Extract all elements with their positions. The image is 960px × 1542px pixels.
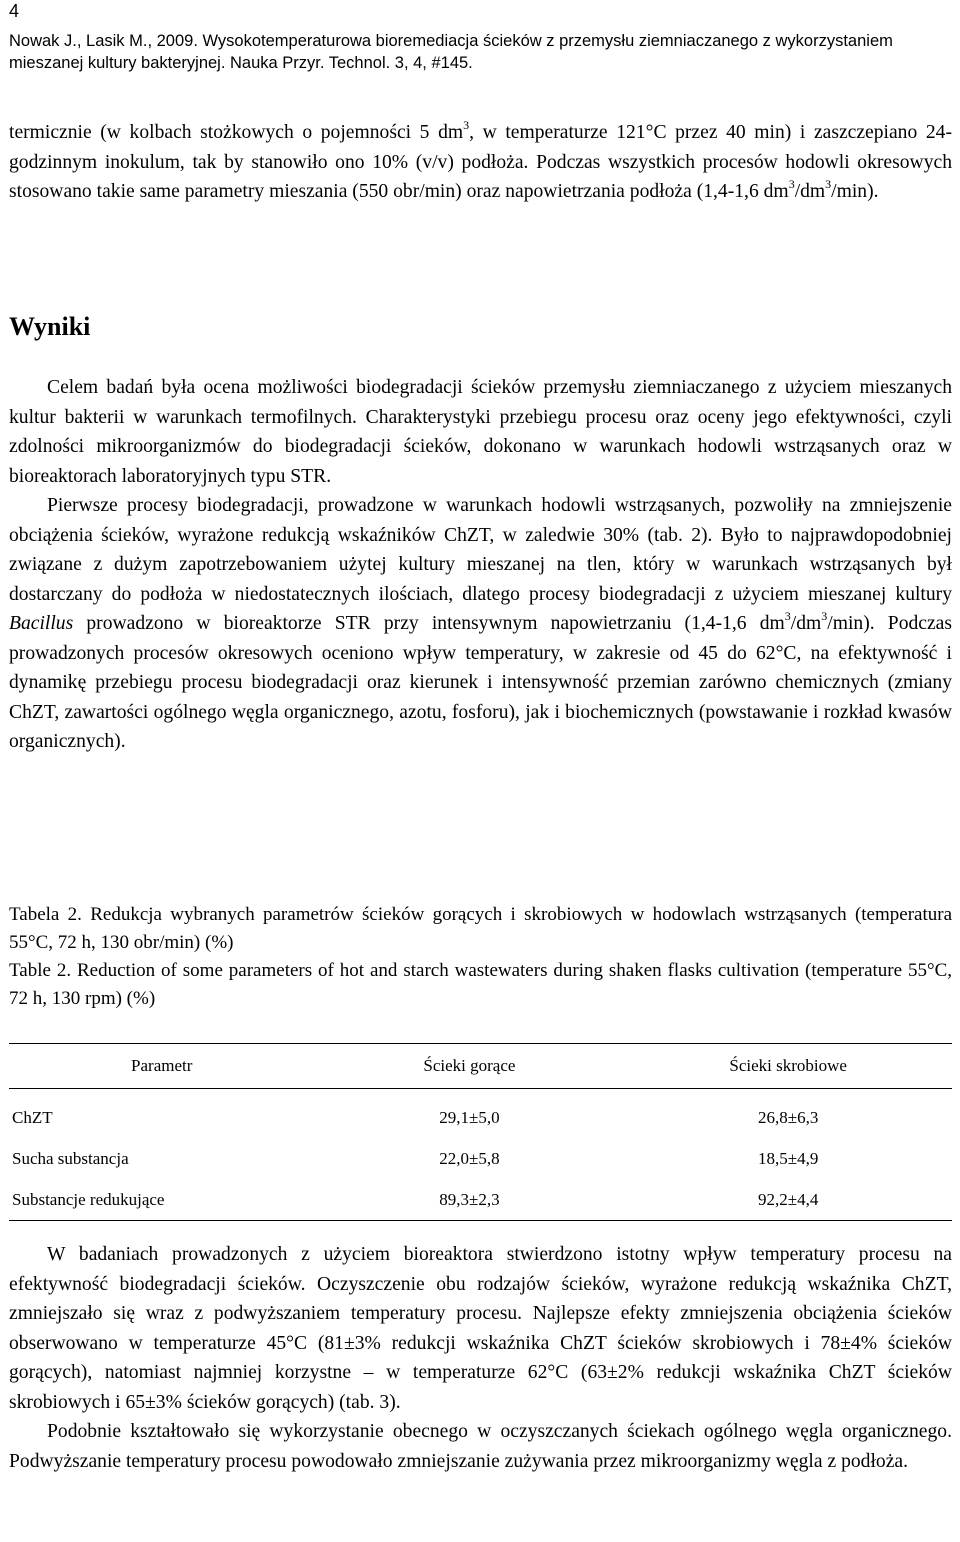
table-cell: 26,8±6,3 <box>758 1107 819 1127</box>
table-cell: Substancje redukujące <box>12 1189 165 1209</box>
table-cell: 92,2±4,4 <box>758 1189 819 1209</box>
table-cell: ChZT <box>12 1107 53 1127</box>
results-section <box>9 373 952 757</box>
table-row <box>9 1179 952 1221</box>
table-cell: 89,3±2,3 <box>439 1189 500 1209</box>
table-caption-en: Table 2. Reduction of some parameters of hot and starch wastewaters during shaken flasks cultivation (temperature 55°C, 72 h, 130 rpm) (%) <box>9 960 952 1009</box>
table-header-row <box>9 1044 952 1089</box>
table-row <box>9 1089 952 1139</box>
table-cell: Sucha substancja <box>12 1148 129 1168</box>
table-cell: 29,1±5,0 <box>439 1107 500 1127</box>
table-header: Ścieki gorące <box>314 1044 624 1089</box>
table-caption <box>9 901 952 1013</box>
table-header: Ścieki skrobiowe <box>624 1044 952 1089</box>
intro-section <box>9 118 952 207</box>
citation: Nowak J., Lasik M., 2009. Wysokotemperaturowa bioremediacja ścieków z przemysłu ziemniaczanego z wykorzystaniem mieszanej kultury bakteryjnej. Nauka Przyr. Technol. 3, 4, #145. <box>9 32 893 72</box>
section-heading: Wyniki <box>9 312 91 341</box>
discussion-paragraph-1: W badaniach prowadzonych z użyciem bioreaktora stwierdzono istotny wpływ temperatury procesu na efektywność biodegradacji ścieków. Oczyszczenie obu rodzajów ścieków, wyrażone redukcją wskaźnika ChZT, zmniejszało się wraz z podwyższaniem temperatury procesu. Najlepsze efekty zmniejszenia obciążenia ścieków obserwowano w temperaturze 45°C (81±3% redukcji wskaźnika ChZT ścieków skrobiowych i 78±4% ścieków gorących), natomiast najmniej korzystne – w temperaturze 62°C (63±2% redukcji wskaźnika ChZT ścieków skrobiowych i 65±3% ścieków gorących) (tab. 3). <box>9 1244 952 1413</box>
page-number: 4 <box>9 1 20 21</box>
data-table <box>9 1043 952 1221</box>
results-paragraph-2: Pierwsze procesy biodegradacji, prowadzone w warunkach hodowli wstrząsanych, pozwoliły na zmniejszenie obciążenia ścieków, wyrażone redukcją wskaźników ChZT, w zaledwie 30% (tab. 2). Było to najprawdopodobniej związane z dużym zapotrzebowaniem użytej kultury mieszanej na tlen, który w warunkach wstrząsanych był dostarczany do podłoża w niedostatecznych ilościach, dlatego procesy biodegradacji z użyciem mieszanej kultury Bacillus prowadzono w bioreaktorze STR przy intensywnym napowietrzaniu (1,4-1,6 $dm^3/dm^3/\min$). Podczas prowadzonych procesów okresowych oceniono wpływ temperatury, w zakresie od 45 do 62°C, na efektywność i dynamikę przebiegu procesu biodegradacji oraz kierunek i intensywność przemian zarówno chemicznych (zmiany ChZT, zawartości ogólnego węgla organicznego, azotu, fosforu), jak i biochemicznych (powstawanie i rozkład kwasów organicznych). <box>9 495 952 752</box>
table-caption-pl: Tabela 2. Redukcja wybranych parametrów ścieków gorących i skrobiowych w hodowlach wstrząsanych (temperatura 55°C, 72 h, 130 obr/min) (%) <box>9 904 952 953</box>
table-cell: 22,0±5,8 <box>439 1148 500 1168</box>
results-paragraph-1: Celem badań była ocena możliwości biodegradacji ścieków przemysłu ziemniaczanego z użyciem mieszanych kultur bakterii w warunkach termofilnych. Charakterystyki przebiegu procesu oraz oceny jego efektywności, czyli zdolności mikroorganizmów do biodegradacji ścieków, dokonano w warunkach hodowli wstrząsanych oraz w bioreaktorach laboratoryjnych typu STR. <box>9 377 952 487</box>
table-header: Parametr <box>9 1044 314 1089</box>
discussion-paragraph-2: Podobnie kształtowało się wykorzystanie obecnego w oczyszczanych ściekach ogólnego węgla organicznego. Podwyższanie temperatury procesu powodowało zmniejszanie zużywania przez mikroorganizmy węgla z podłoża. <box>9 1421 952 1472</box>
discussion-section <box>9 1240 952 1476</box>
table-row <box>9 1138 952 1179</box>
intro-paragraph: termicznie (w kolbach stożkowych o pojemności 5 $dm^3$, w temperaturze 121°C przez 40 min) i zaszczepiano 24-godzinnym inokulum, tak by stanowiło ono 10% (v/v) podłoża. Podczas wszystkich procesów hodowli okresowych stosowano takie same parametry mieszania (550 obr/min) oraz napowietrzania podłoża (1,4-1,6 $dm^3/dm^3/\min$). <box>9 118 952 202</box>
table-cell: 18,5±4,9 <box>758 1148 819 1168</box>
